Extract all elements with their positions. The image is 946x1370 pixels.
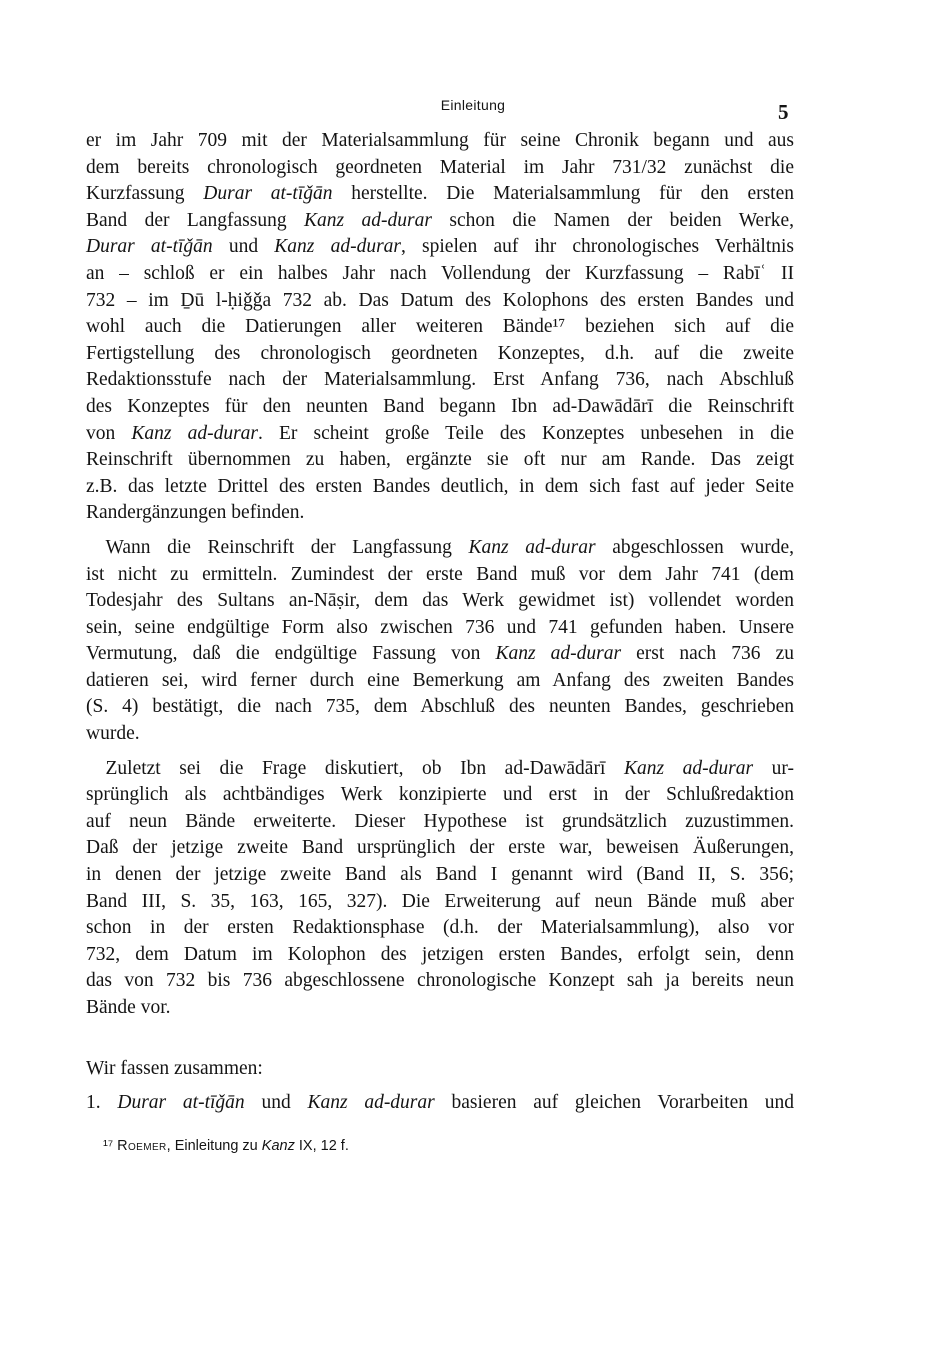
footnote-post: IX, 12 f. [294,1138,349,1154]
text-line [86,889,794,916]
text-line [86,588,794,615]
footnote-mark: ¹⁷ [103,1138,114,1154]
text-run: von [86,422,132,444]
text-run: Zuletzt sei die Frage diskutiert, ob Ibn ad-Dawādārī [86,757,624,779]
text-line [86,721,794,748]
text-line [86,915,794,942]
text-run: Band III, S. 35, 163, 165, 327). Die Erweiterung auf neun Bände muß aber [86,890,794,912]
text-run: er im Jahr 709 mit der Materialsammlung für seine Chronik begann und aus [86,130,794,151]
text-run: schon in der ersten Redaktionsphase (d.h. der Materialsammlung), also vor [86,917,794,939]
italic-title: Durar at-tīǧān [203,183,333,205]
text-line [86,782,794,809]
paragraph [86,128,794,527]
text-line [86,968,794,995]
text-run: Kurzfassung [86,183,204,205]
text-run: in denen der jetzige zweite Band als Band I genannt wird (Band II, S. 356; [86,864,794,886]
text-run: Bände vor. [86,997,171,1018]
italic-title: Kanz ad-durar [274,236,401,258]
text-run: sein, seine endgültige Form also zwischen 736 und 741 gefunden haben. Unsere [86,616,794,638]
italic-title: Kanz ad-durar [468,536,596,558]
text-line [86,155,794,182]
text-run: z.B. das letzte Drittel des ersten Bandes deutlich, in dem sich fast auf jeder Seite [86,475,794,497]
text-run: wohl auch die Datierungen aller weiteren Bände¹⁷ beziehen sich auf die [86,316,794,338]
paragraph [86,756,794,1022]
text-run: basieren auf gleichen Vorarbeiten und [434,1092,794,1114]
text-run: und [244,1092,308,1114]
text-line [86,835,794,862]
text-line [86,668,794,695]
italic-title: Durar at-tīǧān [117,1092,245,1114]
text-line [86,756,794,783]
footnote [103,1138,349,1154]
text-line [86,809,794,836]
text-run: Wann die Reinschrift der Langfassung [86,536,469,558]
text-run: schon die Namen der beiden Werke, [431,209,794,231]
text-run: (S. 4) bestätigt, die nach 735, dem Abschluß des neunten Bandes, geschrieben [86,696,794,718]
text-run: Fertigstellung des chronologisch geordneten Konzeptes, d.h. auf die zweite [86,342,794,364]
text-run: 732, dem Datum im Kolophon des jetzigen ersten Bandes, erfolgt sein, denn [86,943,794,965]
text-run: Band der Langfassung [86,209,305,231]
text-line [86,234,794,261]
text-run: das von 732 bis 736 abgeschlossene chronologische Konzept sah ja bereits neun [86,970,794,992]
page-number: 5 [778,100,789,124]
text-line [86,367,794,394]
text-line [86,288,794,315]
footnote-author: Roemer [117,1138,167,1154]
text-line [86,261,794,288]
footnote-work: Kanz [261,1138,295,1154]
text-line [86,421,794,448]
text-line [86,641,794,668]
text-line [86,562,794,589]
text-run: an – schloß er ein halbes Jahr nach Vollendung der Kurzfassung – Rabīʿ II [86,262,794,284]
text-line [86,474,794,501]
text-run: auf neun Bände erweiterte. Dieser Hypothese ist grundsätzlich zuzustimmen. [86,810,794,832]
text-run: Reinschrift übernommen zu haben, ergänzte sie oft nur am Rande. Das zeigt [86,449,794,471]
text-line [86,500,794,527]
footnote-pre: , Einleitung zu [166,1138,262,1154]
text-run: sprünglich als achtbändiges Werk konzipierte und erst in der Schlußredaktion [86,784,794,806]
list-item [86,1090,794,1117]
text-line [86,995,794,1022]
text-line [86,314,794,341]
summary-intro: Wir fassen zusammen: [86,1057,263,1079]
text-line [86,615,794,642]
text-run: . Er scheint große Teile des Konzeptes unbesehen in die [258,422,794,444]
text-run: herstellte. Die Materialsammlung für den ersten [332,183,795,205]
paragraph [86,535,794,748]
text-line [86,694,794,721]
italic-title: Kanz ad-durar [304,209,432,231]
text-line [86,341,794,368]
text-run: Vermutung, daß die endgültige Fassung von [86,643,496,665]
text-run: wurde. [86,723,140,745]
running-head: Einleitung [440,97,506,113]
text-run: ist nicht zu ermitteln. Zumindest der erste Band muß vor dem Jahr 741 (dem [86,563,794,585]
text-run: datieren sei, wird ferner durch eine Bemerkung am Anfang des zweiten Bandes [86,669,794,691]
text-run: Randergänzungen befinden. [86,502,305,524]
italic-title: Durar at-tīǧān [86,236,213,258]
text-run: dem bereits chronologisch geordneten Material im Jahr 731/32 zunächst die [86,156,794,178]
text-line [86,181,794,208]
paragraphs [86,128,794,1022]
text-run: 732 – im Ḏū l-ḥiǧǧa 732 ab. Das Datum des Kolophons des ersten Bandes und [86,289,794,311]
text-run: ur- [753,757,794,779]
text-line [86,942,794,969]
text-run: Redaktionsstufe nach der Materialsammlung. Erst Anfang 736, nach Abschluß [86,369,794,391]
italic-title: Kanz ad-durar [131,422,259,444]
text-line [86,128,794,155]
text-run: und [212,236,275,258]
text-line [86,208,794,235]
text-run: Daß der jetzige zweite Band ursprünglich der erste war, beweisen Äußerungen, [86,837,794,859]
body-text [86,128,794,1117]
text-line [86,862,794,889]
text-run: , spielen auf ihr chronologisches Verhältnis [401,236,794,258]
text-run: des Konzeptes für den neunten Band begann Ibn ad-Dawādārī die Reinschrift [86,395,794,417]
italic-title: Kanz ad-durar [495,643,622,665]
text-run: abgeschlossen wurde, [595,536,794,558]
text-line [86,535,794,562]
italic-title: Kanz ad-durar [307,1092,435,1114]
text-run: 1. [86,1092,118,1114]
text-line [86,447,794,474]
italic-title: Kanz ad-durar [623,757,754,779]
text-line [86,394,794,421]
text-run: erst nach 736 zu [621,643,794,665]
text-run: Todesjahr des Sultans an-Nāṣir, dem das Werk gewidmet ist) vollendet worden [86,590,794,612]
